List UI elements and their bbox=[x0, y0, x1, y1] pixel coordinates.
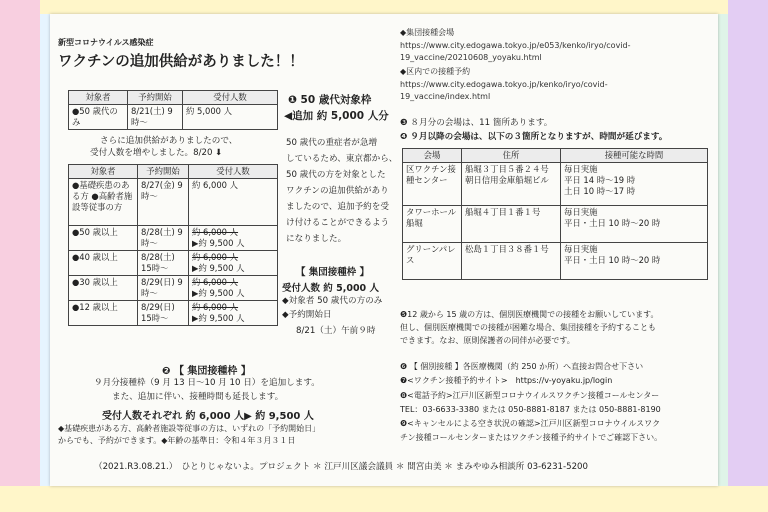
note-line: 受付人数を増やしました。8/20 ⬇ bbox=[90, 148, 223, 158]
section1-body: 50 歳代の重症者が急増 bbox=[286, 138, 378, 148]
venue-change-note: ❹ ９月以降の会場は、以下の３箇所となりますが、時間が延びます。 bbox=[400, 132, 668, 142]
venue-name: グリーンパレス bbox=[403, 243, 462, 280]
count-old: 約 6,000 人 bbox=[192, 252, 239, 262]
count-old: 約 6,000 人 bbox=[192, 277, 239, 287]
section1-heading: ❶ 50 歳代対象枠 bbox=[288, 94, 372, 106]
site-link[interactable]: 19_vaccine/20210608_yoyaku.html bbox=[400, 53, 542, 62]
cell-target: ●30 歳以上 bbox=[69, 276, 138, 301]
youth-note: ❺12 歳から 15 歳の方は、個別医療機関での接種をお願いしています。 bbox=[400, 310, 659, 319]
venue-time-line: 平日・土日 10 時～20 時 bbox=[564, 255, 661, 265]
section2-note: ◆基礎疾患がある方、高齢者施設等従事の方は、いずれの「予約開始日」 bbox=[58, 424, 321, 433]
venue-time bbox=[561, 206, 708, 243]
section2-count: 受付人数それぞれ 約 6,000 人▶ 約 9,500 人 bbox=[102, 411, 314, 422]
count-new: ▶約 9,500 人 bbox=[192, 238, 245, 248]
cell-target: ●50 歳以上 bbox=[69, 226, 138, 251]
site-link[interactable]: https://www.city.edogawa.tokyo.jp/e053/kenko/iryo/covid- bbox=[400, 41, 631, 50]
venue-time bbox=[561, 243, 708, 280]
group-bullet: ◆対象者 50 歳代の方のみ bbox=[282, 296, 383, 306]
group-count: 受付人数 約 5,000 人 bbox=[282, 283, 379, 294]
local-label: ◆区内での接種予約 bbox=[400, 67, 471, 76]
count-old: 約 6,000 人 bbox=[192, 302, 239, 312]
venue-time-line: 毎日実施 bbox=[564, 244, 598, 254]
section1-body: ましたので、追加予約を受 bbox=[286, 202, 389, 212]
section1-body: しているため、東京都から、 bbox=[286, 154, 398, 164]
venue-name: タワーホール船堀 bbox=[403, 206, 462, 243]
cell-start: 8/29(日) 15時～ bbox=[138, 301, 189, 326]
venue-time-line: 土日 10 時～17 時 bbox=[564, 186, 636, 196]
youth-note: できます。なお、原則保護者の同伴が必要です。 bbox=[400, 336, 575, 345]
top-yellow-border bbox=[40, 0, 728, 14]
phone-booking-label: ❽<電話予約>江戸川区新型コロナウイルスワクチン接種コールセンター bbox=[400, 391, 660, 400]
note-line: さらに追加供給がありましたので、 bbox=[100, 136, 238, 146]
phone-numbers: TEL：03-6633-3380 または 050-8881-8187 または 050-8881-8190 bbox=[400, 405, 661, 414]
count-old: 約 6,000 人 bbox=[192, 227, 239, 237]
cell-start: 8/21(土) 9時～ bbox=[128, 105, 183, 130]
local-link[interactable]: https://www.city.edogawa.tokyo.jp/kenko/iryo/covid- bbox=[400, 80, 608, 89]
cancel-note: ❾<キャンセルによる空き状況の確認>江戸川区新型コロナウイルスワク bbox=[400, 419, 661, 428]
table-header: 住所 bbox=[462, 149, 561, 163]
section1-body: になりました。 bbox=[286, 234, 347, 244]
venue-time-line: 毎日実施 bbox=[564, 164, 598, 174]
cell-count bbox=[189, 301, 278, 326]
table-row bbox=[69, 226, 278, 251]
cell-target: ●基礎疾患のある方 ●高齢者施設等従事の方 bbox=[69, 179, 138, 226]
cell-start: 8/27(金) 9時～ bbox=[138, 179, 189, 226]
local-link[interactable]: 19_vaccine/index.html bbox=[400, 92, 491, 101]
section2-heading: ❷ 【 集団接種枠 】 bbox=[162, 366, 251, 377]
venue-address: 船堀４丁目１番１号 bbox=[462, 206, 561, 243]
individual-note: ❻ 【 個別接種 】各医療機関（約 250 か所）へ直接お問合せ下さい bbox=[400, 362, 644, 371]
venue-time bbox=[561, 163, 708, 206]
cell-count: 約 5,000 人 bbox=[183, 105, 278, 130]
table-header: 対象者 bbox=[69, 91, 128, 105]
booking-site-link[interactable]: ❼<ワクチン接種予約サイト> https://v-yoyaku.jp/login bbox=[400, 376, 613, 385]
cell-count bbox=[189, 226, 278, 251]
flyer-paper bbox=[50, 14, 718, 486]
org-label: 新型コロナウイルス感染症 bbox=[58, 38, 154, 47]
venue-address: 船堀３丁目５番２４号 朝日信用金庫船堀ビル bbox=[462, 163, 561, 206]
table-row bbox=[69, 105, 278, 130]
youth-note: 但し、個別医療機関での接種が困難な場合、集団接種を予約することも bbox=[400, 323, 656, 332]
section1-body: ワクチンの追加供給があり bbox=[286, 186, 389, 196]
venue-time-line: 毎日実施 bbox=[564, 207, 598, 217]
table-header: 予約開始 bbox=[138, 165, 189, 179]
page-title: ワクチンの追加供給がありました！！ bbox=[58, 54, 304, 70]
table-header: 会場 bbox=[403, 149, 462, 163]
table-header: 受付人数 bbox=[189, 165, 278, 179]
cell-start: 8/29(日) 9時～ bbox=[138, 276, 189, 301]
cell-start: 8/28(土) 9時～ bbox=[138, 226, 189, 251]
table-header: 接種可能な時間 bbox=[561, 149, 708, 163]
cell-count bbox=[189, 179, 278, 226]
venue-table bbox=[402, 148, 708, 280]
cell-target: ●50 歳代のみ bbox=[69, 105, 128, 130]
count-new: ▶約 9,500 人 bbox=[192, 313, 245, 323]
table-header: 受付人数 bbox=[183, 91, 278, 105]
section2-note: からでも、予約ができます。◆年齢の基準日：令和４年３月３１日 bbox=[58, 436, 296, 445]
cell-start: 8/28(土) 15時～ bbox=[138, 251, 189, 276]
table-row bbox=[403, 243, 708, 280]
group-title: 【 集団接種枠 】 bbox=[296, 267, 370, 278]
footer-credit: （2021.R3.08.21.） ひとりじゃないよ。プロジェクト ＊ 江戸川区議会議員 ＊ 間宮由美 ＊ まみやゆみ相談所 03-6231-5200 bbox=[94, 462, 588, 472]
venue-address: 松島１丁目３８番１号 bbox=[462, 243, 561, 280]
section1-subheading: ◀追加 約 5,000 人分 bbox=[284, 110, 389, 122]
cell-target: ●40 歳以上 bbox=[69, 251, 138, 276]
bottom-yellow-border bbox=[0, 486, 768, 512]
left-pink-border bbox=[0, 0, 40, 512]
table-row bbox=[69, 179, 278, 226]
table-row bbox=[69, 301, 278, 326]
section2-line: また、追加に伴い、接種時間も延長します。 bbox=[112, 392, 284, 402]
cell-target: ●12 歳以上 bbox=[69, 301, 138, 326]
venue-time-line: 平日 14 時～19 時 bbox=[564, 175, 636, 185]
count-new: ▶約 9,500 人 bbox=[192, 288, 245, 298]
cell-count bbox=[189, 276, 278, 301]
section1-body: け付けることができるよう bbox=[286, 218, 390, 228]
table-header: 予約開始 bbox=[128, 91, 183, 105]
count-new: 約 6,000 人 bbox=[192, 180, 239, 190]
venue-time-line: 平日・土日 10 時～20 時 bbox=[564, 218, 661, 228]
table-row bbox=[403, 206, 708, 243]
cancel-note: チン接種コールセンターまたはワクチン接種予約サイトでご確認下さい。 bbox=[400, 433, 663, 442]
table-schedule bbox=[68, 164, 278, 326]
group-bullet: ◆予約開始日 bbox=[282, 310, 332, 320]
right-purple-border bbox=[728, 0, 768, 512]
section1-body: 50 歳代の方を対象とした bbox=[286, 170, 386, 180]
venue-count-note: ❸ ８月分の会場は、11 箇所あります。 bbox=[400, 118, 553, 128]
venue-name: 区ワクチン接種センター bbox=[403, 163, 462, 206]
table-row bbox=[403, 163, 708, 206]
table-row bbox=[69, 276, 278, 301]
group-date: 8/21（土）午前９時 bbox=[296, 326, 376, 336]
count-new: ▶約 9,500 人 bbox=[192, 263, 245, 273]
table-row bbox=[69, 251, 278, 276]
table-header: 対象者 bbox=[69, 165, 138, 179]
cell-count bbox=[189, 251, 278, 276]
section2-line: ９月分接種枠（9 月 13 日～10 月 10 日）を追加します。 bbox=[94, 378, 320, 388]
table-50s bbox=[68, 90, 278, 130]
site-label: ◆集団接種会場 bbox=[400, 28, 455, 37]
